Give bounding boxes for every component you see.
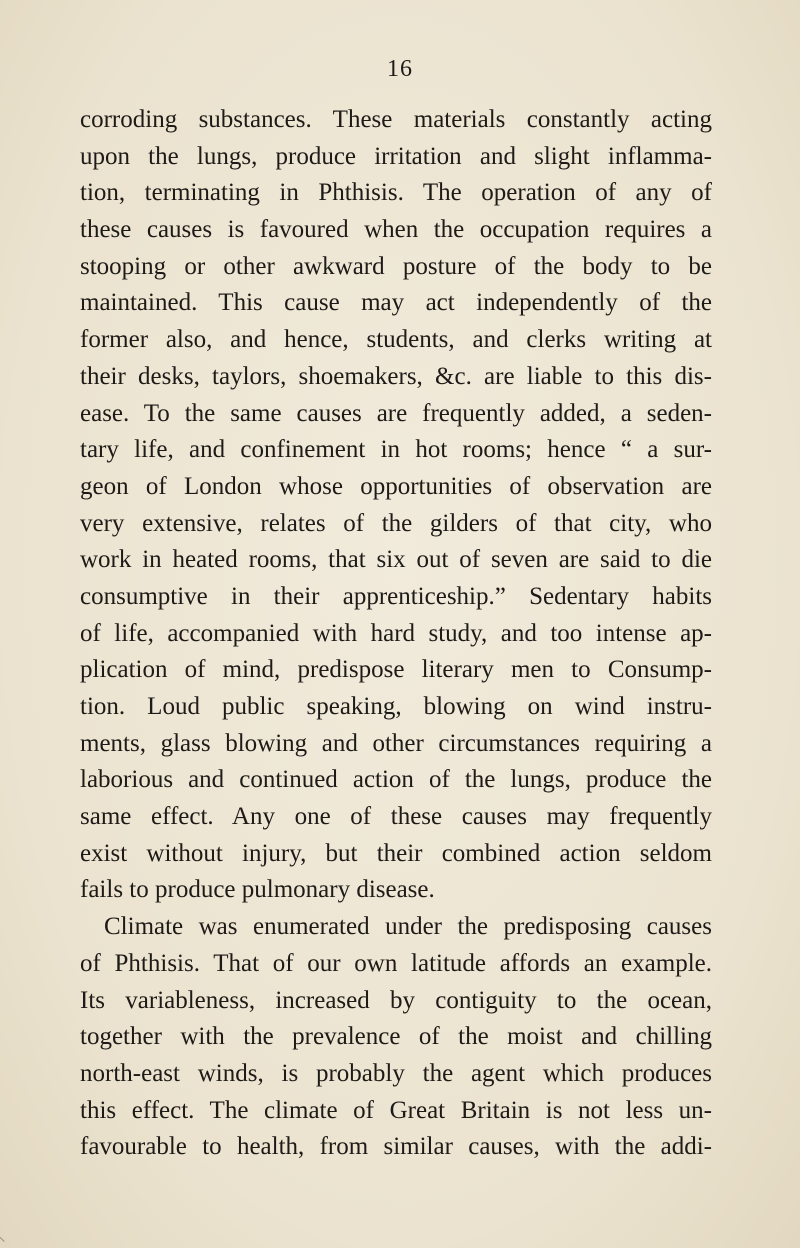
text-line: plication of mind, predispose literary men to Consump- — [80, 656, 712, 684]
text-line: maintained. This cause may act independently of the — [80, 289, 712, 317]
text-line: favourable to health, from similar causes, with the addi- — [80, 1133, 712, 1161]
text-line: very extensive, relates of the gilders of that city, who — [80, 509, 712, 537]
text-line: these causes is favoured when the occupation requires a — [80, 216, 712, 244]
text-line: Its variableness, increased by contiguity to the ocean, — [80, 986, 712, 1014]
text-line: tion, terminating in Phthisis. The operation of any of — [80, 179, 712, 207]
text-line: exist without injury, but their combined action seldom — [80, 839, 712, 867]
text-line: consumptive in their apprenticeship.” Sedentary habits — [80, 582, 712, 610]
text-line: their desks, taylors, shoemakers, &c. are liable to this dis- — [80, 362, 712, 390]
body-text — [80, 102, 712, 1166]
page-number: 16 — [387, 56, 413, 82]
text-line: ments, glass blowing and other circumstances requiring a — [80, 729, 712, 757]
text-line: fails to produce pulmonary disease. — [80, 876, 435, 904]
text-line: tary life, and confinement in hot rooms; hence “ a sur- — [80, 436, 712, 464]
text-line: upon the lungs, produce irritation and slight inflamma- — [80, 142, 712, 170]
text-line: ease. To the same causes are frequently added, a seden- — [80, 399, 712, 427]
text-line: geon of London whose opportunities of observation are — [80, 472, 712, 500]
paragraph-1 — [80, 102, 712, 909]
text-line: Climate was enumerated under the predisposing causes — [104, 913, 712, 941]
text-line: tion. Loud public speaking, blowing on wind instru- — [80, 693, 712, 720]
text-line: north-east winds, is probably the agent which produces — [80, 1059, 712, 1087]
text-line: same effect. Any one of these causes may frequently — [80, 803, 712, 831]
text-line: this effect. The climate of Great Britain is not less un- — [80, 1096, 712, 1124]
paragraph-2 — [80, 909, 712, 1166]
text-line: of Phthisis. That of our own latitude affords an example. — [80, 949, 712, 977]
text-line: together with the prevalence of the moist and chilling — [80, 1023, 712, 1051]
text-line: former also, and hence, students, and clerks writing at — [80, 326, 712, 354]
page-corner-mark — [0, 1216, 17, 1242]
text-line: work in heated rooms, that six out of seven are said to die — [80, 546, 712, 574]
text-line: corroding substances. These materials constantly acting — [80, 106, 712, 133]
text-line: of life, accompanied with hard study, and too intense ap- — [80, 619, 712, 647]
text-line: stooping or other awkward posture of the body to be — [80, 252, 712, 280]
text-line: laborious and continued action of the lungs, produce the — [80, 766, 712, 794]
